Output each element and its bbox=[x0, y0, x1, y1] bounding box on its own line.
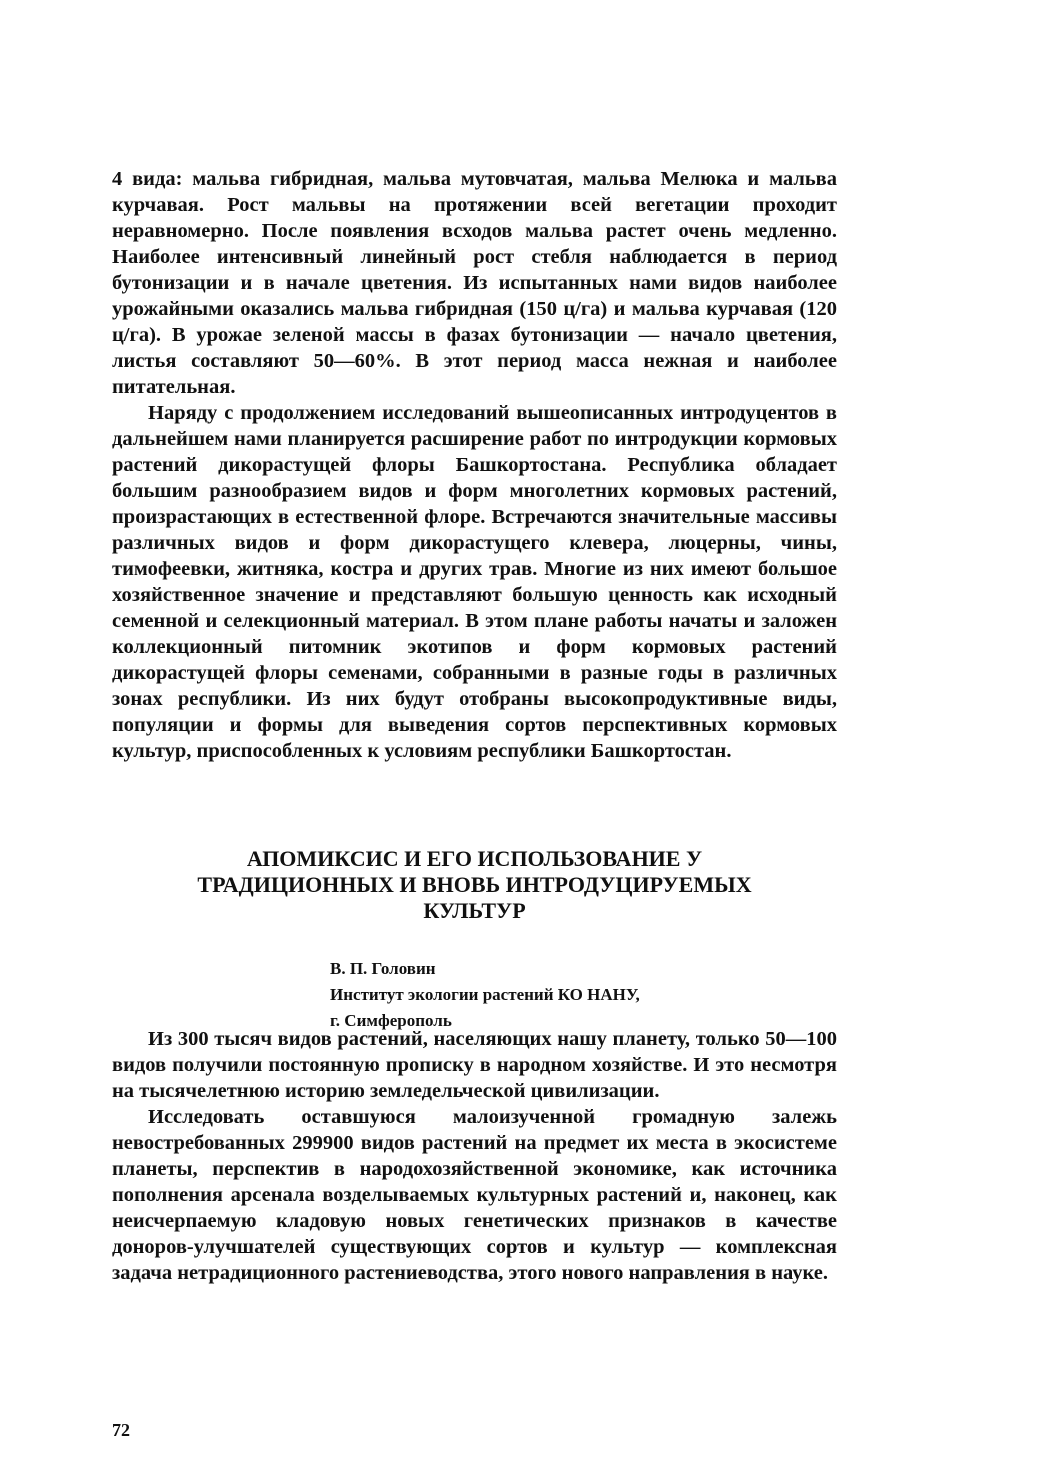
text-section-2 bbox=[112, 1026, 837, 1286]
author-city: г. Симферополь bbox=[330, 1011, 452, 1030]
article-title bbox=[112, 846, 837, 924]
paragraph-1: 4 вида: мальва гибридная, мальва мутовчатая, мальва Мелюка и мальва курчавая. Рост мальвы на протяжении всей вегетации проходит неравномерно. После появления всходов мальва растет очень медленно. Наиболее интенсивный линейный рост стебля наблюдается в период бутонизации и в начале цветения. Из испытанных нами видов наиболее урожайными оказались мальва гибридная (150 ц/га) и мальва курчавая (120 ц/га). В урожае зеленой массы в фазах бутонизации — начало цветения, листья составляют 50—60%. В этот период масса нежная и наиболее питательная. bbox=[112, 168, 837, 398]
title-line-3: КУЛЬТУР bbox=[423, 898, 526, 923]
text-section-1 bbox=[112, 166, 837, 764]
author-name: В. П. Головин bbox=[330, 959, 436, 978]
author-institute: Институт экологии растений КО НАНУ, bbox=[330, 985, 640, 1004]
paragraph-2: Наряду с продолжением исследований вышеописанных интродуцентов в дальнейшем нами планируется расширение работ по интродукции кормовых растений дикорастущей флоры Башкортостана. Республика обладает большим разнообразием видов и форм многолетних кормовых растений, произрастающих в естественной флоре. Встречаются значительные массивы различных видов и форм дикорастущего клевера, люцерны, чины, тимофеевки, житняка, костра и других трав. Многие из них имеют большое хозяйственное значение и представляют большую ценность как исходный семенной и селекционный материал. В этом плане работы начаты и заложен коллекционный питомник экотипов и форм кормовых растений дикорастущей флоры семенами, собранными в разные годы в различных зонах республики. Из них будут отобраны высокопродуктивные виды, популяции и формы для выведения сортов перспективных кормовых культур, приспособленных к условиям республики Башкортостан. bbox=[112, 402, 837, 762]
title-line-2: ТРАДИЦИОННЫХ И ВНОВЬ ИНТРОДУЦИРУЕМЫХ bbox=[197, 872, 752, 897]
page-number: 72 bbox=[112, 1420, 130, 1440]
article-paragraph-2: Исследовать оставшуюся малоизученной громадную залежь невостребованных 299900 видов растений на предмет их места в экосистеме планеты, перспектив в народохозяйственной экономике, как источника пополнения арсенала возделываемых культурных растений и, наконец, как неисчерпаемую кладовую новых генетических признаков в качестве доноров-улучшателей существующих сортов и культур — комплексная задача нетрадиционного растениеводства, этого нового направления в науке. bbox=[112, 1106, 837, 1284]
title-line-1: АПОМИКСИС И ЕГО ИСПОЛЬЗОВАНИЕ У bbox=[246, 846, 703, 871]
article-paragraph-1: Из 300 тысяч видов растений, населяющих нашу планету, только 50—100 видов получили постоянную прописку в народном хозяйстве. И это несмотря на тысячелетнюю историю земледельческой цивилизации. bbox=[112, 1028, 837, 1102]
author-block bbox=[330, 956, 640, 1034]
